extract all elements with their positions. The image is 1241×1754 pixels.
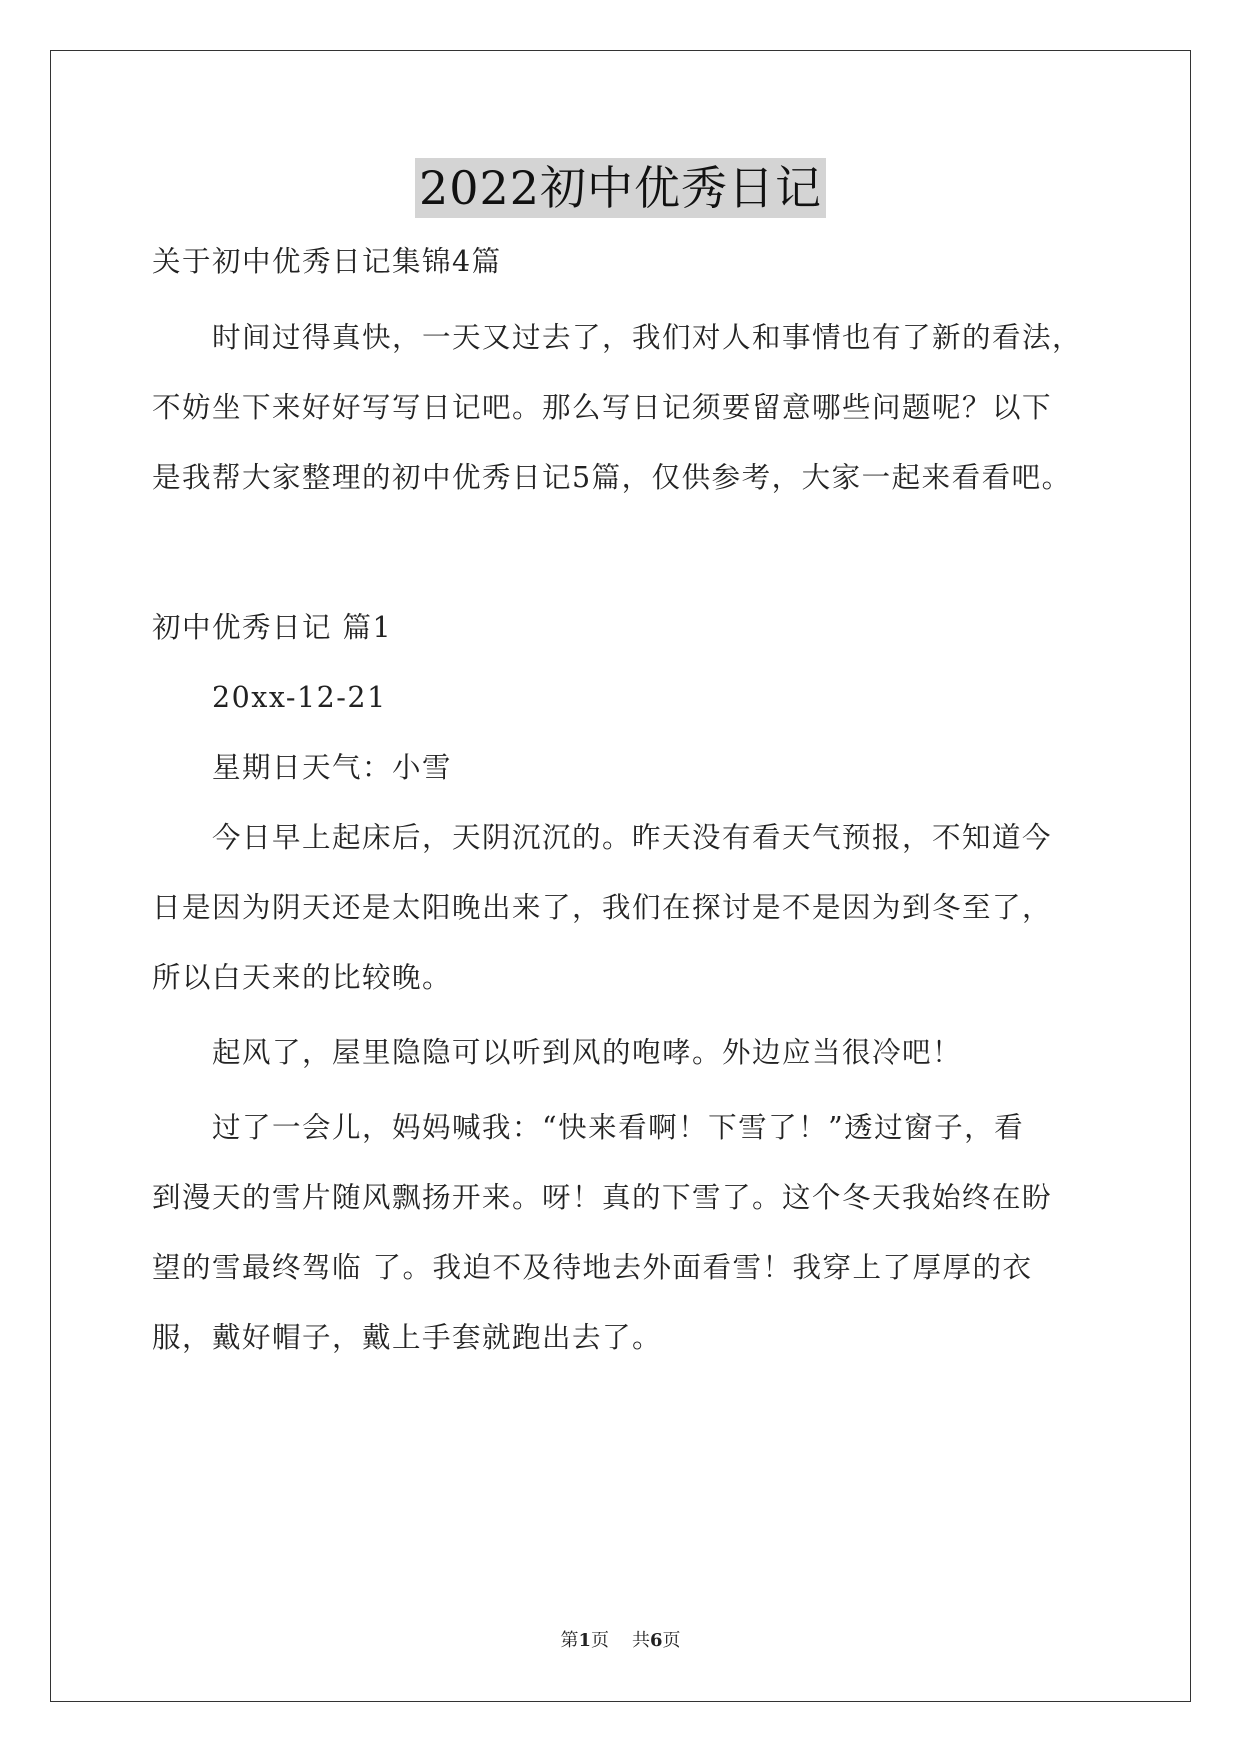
entry-weather: 星期日天气：小雪 (212, 751, 453, 784)
entry-date: 20xx-12-21 (212, 681, 387, 714)
body-line-5: 过了一会儿，妈妈喊我：“快来看啊！下雪了！”透过窗子，看 (212, 1111, 1025, 1144)
intro-line-3: 是我帮大家整理的初中优秀日记5篇，仅供参考，大家一起来看看吧。 (152, 461, 1072, 494)
document-title: 2022初中优秀日记 (415, 158, 826, 218)
body-line-6: 到漫天的雪片随风飘扬开来。呀！真的下雪了。这个冬天我始终在盼 (152, 1181, 1053, 1214)
page-total: 6 (649, 1630, 663, 1651)
body-line-3: 所以白天来的比较晚。 (152, 961, 453, 994)
page-suffix: 页 (591, 1630, 610, 1651)
section-heading: 初中优秀日记 篇1 (152, 611, 393, 644)
body-line-8: 服，戴好帽子，戴上手套就跑出去了。 (152, 1321, 663, 1354)
page-current: 1 (578, 1630, 592, 1651)
body-line-7: 望的雪最终驾临 了。我迫不及待地去外面看雪！我穿上了厚厚的衣 (152, 1251, 1033, 1284)
intro-line-2: 不妨坐下来好好写写日记吧。那么写日记须要留意哪些问题呢？以下 (152, 391, 1053, 424)
page-border (50, 50, 1191, 1702)
subtitle-line: 关于初中优秀日记集锦4篇 (152, 245, 502, 278)
total-suffix: 页 (662, 1630, 681, 1651)
page-footer (0, 1626, 1241, 1652)
title-container (0, 158, 1241, 218)
total-prefix: 共 (631, 1630, 650, 1651)
page-prefix: 第 (560, 1630, 579, 1651)
body-line-2: 日是因为阴天还是太阳晚出来了，我们在探讨是不是因为到冬至了， (152, 891, 1053, 924)
body-line-4: 起风了，屋里隐隐可以听到风的咆哮。外边应当很冷吧！ (212, 1036, 963, 1069)
intro-line-1: 时间过得真快，一天又过去了，我们对人和事情也有了新的看法， (212, 321, 1083, 354)
body-line-1: 今日早上起床后，天阴沉沉的。昨天没有看天气预报，不知道今 (212, 821, 1053, 854)
